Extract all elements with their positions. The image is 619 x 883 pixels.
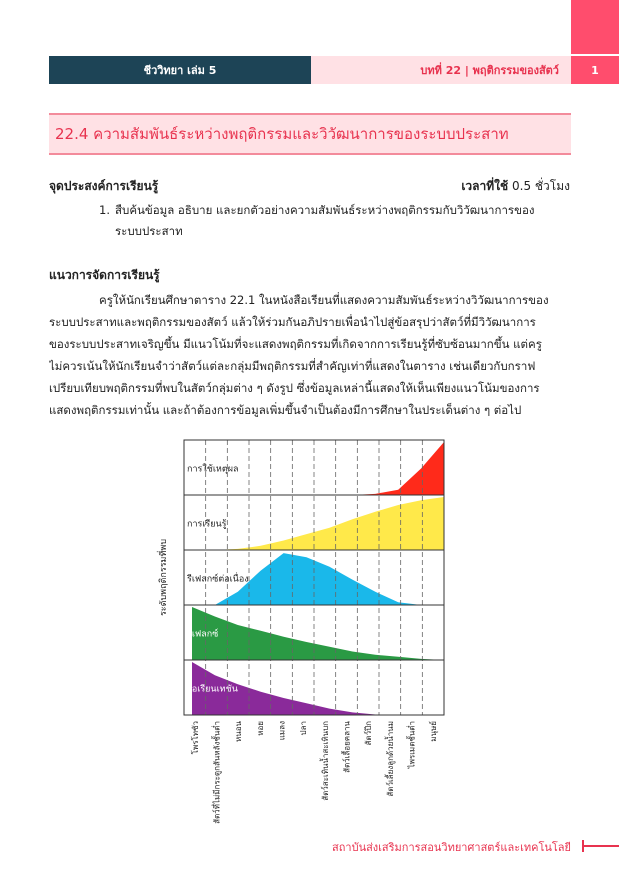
approach-paragraph [49, 289, 571, 421]
corner-tab [571, 0, 619, 54]
series-label: โอเรียนเทชัน [187, 684, 238, 695]
category-label: สัตว์สะเทินน้ำสะเทินบก [320, 721, 330, 801]
approach-line: ระบบประสาทและพฤติกรรมของสัตว์ แล้วให้ร่วมกันอภิปรายเพื่อนำไปสู่ข้อสรุปว่าสัตว์ที่มีวิวัฒนาการ [49, 315, 536, 329]
book-title: ชีววิทยา เล่ม 5 [49, 56, 311, 84]
category-label: สัตว์ที่ไม่มีกระดูกสันหลังชั้นต่ำ [212, 721, 222, 824]
approach-line: ไม่ควรเน้นให้นักเรียนจำว่าสัตว์แต่ละกลุ่มมีพฤติกรรมที่สำคัญเท่าที่แสดงในตาราง เช่นเดียวกับกราฟ [49, 359, 536, 373]
series-label: การใช้เหตุผล [187, 464, 239, 475]
section-title-text: 22.4 ความสัมพันธ์ระหว่างพฤติกรรมและวิวัฒนาการของระบบประสาท [55, 125, 509, 143]
page-number: 1 [571, 56, 619, 84]
time-allotted [461, 177, 570, 196]
footer-institution: สถาบันส่งเสริมการสอนวิทยาศาสตร์และเทคโนโลยี [332, 841, 571, 854]
category-label: มนุษย์ [429, 721, 439, 742]
category-label: หนอน [234, 721, 244, 743]
y-axis-label: ระดับพฤติกรรมที่พบ [159, 538, 169, 617]
behavior-chart [150, 436, 460, 846]
time-label: เวลาที่ใช้ [461, 179, 509, 193]
category-label: แมลง [277, 721, 287, 741]
section-title [49, 113, 571, 155]
objective-heading: จุดประสงค์การเรียนรู้ [49, 179, 159, 193]
objective-line-1: สืบค้นข้อมูล อธิบาย และยกตัวอย่างความสัมพันธ์ระหว่างพฤติกรรมกับวิวัฒนาการของ [115, 203, 535, 217]
category-label: สัตว์เลื้อยคลาน [342, 721, 352, 773]
objective-line-2: ระบบประสาท [115, 224, 183, 238]
category-label: สัตว์เลี้ยงลูกด้วยน้ำนม [385, 721, 395, 797]
series-label: รีเฟลกซ์ [187, 629, 219, 640]
time-value: 0.5 ชั่วโมง [512, 179, 570, 193]
category-label: สัตว์ปีก [364, 721, 374, 746]
page-header [49, 56, 619, 84]
series-label: รีเฟลกซ์ต่อเนื่อง [187, 574, 249, 585]
chapter-title: บทที่ 22 | พฤติกรรมของสัตว์ [311, 56, 571, 84]
objective-number: 1. [99, 203, 110, 217]
category-label: ปลา [299, 721, 309, 736]
approach-line: ของระบบประสาทเจริญขึ้น มีแนวโน้มที่จะแสดงพฤติกรรมที่เกิดจากการเรียนรู้ที่ซับซ้อนมากขึ้น แต่ครู [49, 337, 542, 351]
approach-line: ครูให้นักเรียนศึกษาตาราง 22.1 ในหนังสือเรียนที่แสดงความสัมพันธ์ระหว่างวิวัฒนาการของ [99, 293, 549, 307]
footer-line [582, 845, 619, 847]
footer-tick [582, 840, 584, 852]
series-label: การเรียนรู้ [187, 519, 227, 530]
series-area [192, 497, 444, 550]
approach-heading: แนวการจัดการเรียนรู้ [49, 268, 160, 282]
category-label: หอย [255, 721, 265, 736]
series-area [192, 607, 444, 660]
approach-line: เปรียบเทียบพฤติกรรมที่พบในสัตว์กลุ่มต่าง ๆ ดังรูป ซึ่งข้อมูลเหล่านี้แสดงให้เห็นเพียงแนวโน้มของการ [49, 381, 540, 395]
approach-line: แสดงพฤติกรรมเท่านั้น และถ้าต้องการข้อมูลเพิ่มขึ้นจำเป็นต้องมีการศึกษาในประเด็นต่าง ๆ ต่อไป [49, 403, 522, 417]
category-label: โพรโทซัว [190, 721, 200, 755]
category-label: ไพรเมตชั้นต่ำ [407, 721, 417, 769]
objective-item [99, 200, 571, 242]
